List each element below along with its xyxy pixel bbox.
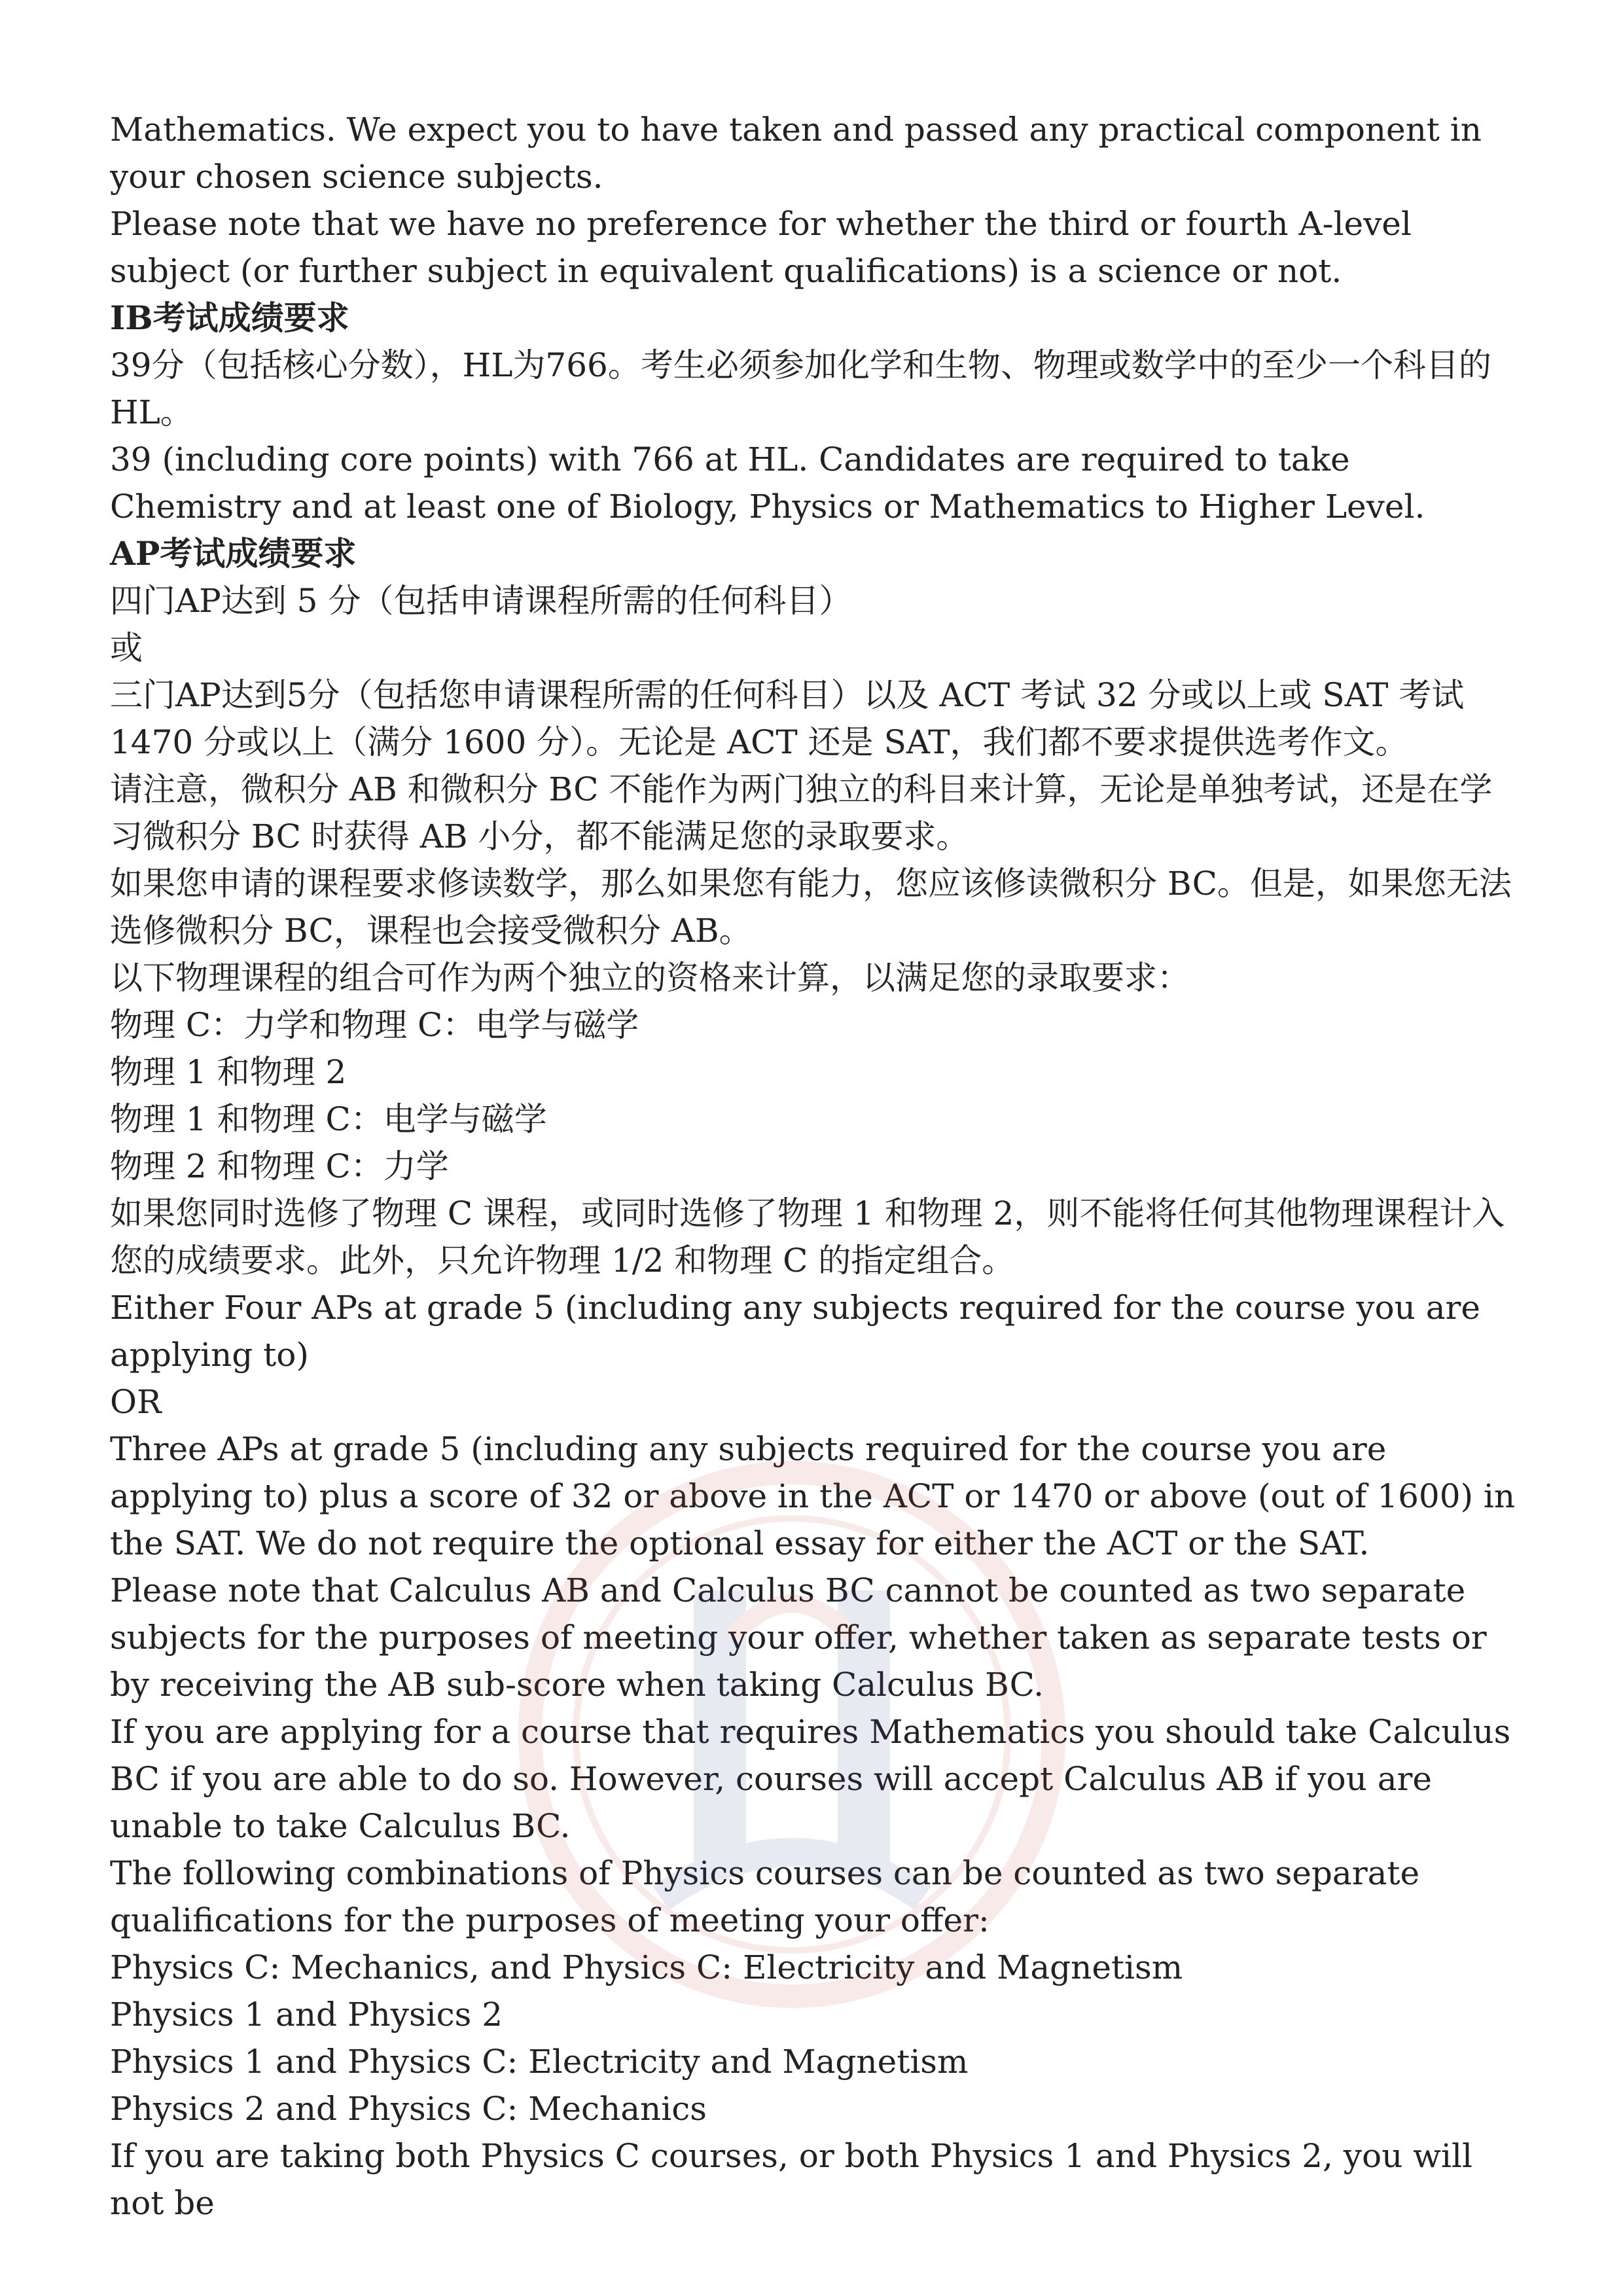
paragraph: Physics 1 and Physics C: Electricity and Magnetism [110, 2043, 969, 2081]
paragraph: Please note that we have no preference for whether the third or fourth A-level subject (or further subject in equivalent qualifications) is a science or not. [110, 205, 1412, 290]
paragraph: OR [110, 1383, 162, 1421]
paragraph: Mathematics. We expect you to have taken and passed any practical component in your chosen science subjects. [110, 111, 1482, 196]
paragraph: 物理 C：力学和物理 C：电学与磁学 [110, 1006, 639, 1044]
section-heading: AP考试成绩要求 [110, 534, 357, 573]
paragraph: Physics 2 and Physics C: Mechanics [110, 2090, 707, 2128]
paragraph: 或 [110, 629, 143, 667]
paragraph: Please note that Calculus AB and Calculus BC cannot be counted as two separate subjects for the purposes of meeting your offer, whether taken as separate tests or by receiving the AB sub-score when taking Calculus BC. [110, 1571, 1487, 1704]
document-body [110, 106, 1524, 2227]
paragraph: 四门AP达到 5 分（包括申请课程所需的任何科目） [110, 582, 852, 620]
paragraph: 物理 1 和物理 2 [110, 1053, 347, 1091]
paragraph: Three APs at grade 5 (including any subjects required for the course you are applying to) plus a score of 32 or above in the ACT or 1470 or above (out of 1600) in the SAT. We do not require the optional essay for either the ACT or the SAT. [110, 1430, 1516, 1562]
paragraph: The following combinations of Physics courses can be counted as two separate qualifications for the purposes of meeting your offer: [110, 1854, 1420, 1939]
paragraph: 物理 1 和物理 C：电学与磁学 [110, 1100, 547, 1138]
paragraph: 如果您申请的课程要求修读数学，那么如果您有能力，您应该修读微积分 BC。但是，如果您无法选修微积分 BC，课程也会接受微积分 AB。 [110, 865, 1512, 950]
paragraph: 以下物理课程的组合可作为两个独立的资格来计算，以满足您的录取要求： [110, 959, 1190, 997]
paragraph: 39 (including core points) with 766 at HL. Candidates are required to take Chemistry and at least one of Biology, Physics or Mathematics to Higher Level. [110, 440, 1425, 526]
paragraph: 物理 2 和物理 C：力学 [110, 1147, 449, 1185]
paragraph: 请注意，微积分 AB 和微积分 BC 不能作为两门独立的科目来计算，无论是单独考试，还是在学习微积分 BC 时获得 AB 小分，都不能满足您的录取要求。 [110, 770, 1493, 855]
paragraph: 39分（包括核心分数），HL为766。考生必须参加化学和生物、物理或数学中的至少一个科目的HL。 [110, 346, 1491, 431]
paragraph: Physics C: Mechanics, and Physics C: Electricity and Magnetism [110, 1948, 1183, 1986]
paragraph: 三门AP达到5分（包括您申请课程所需的任何科目）以及 ACT 考试 32 分或以上或 SAT 考试 1470 分或以上（满分 1600 分）。无论是 ACT 还是 SAT，我们都不要求提供选考作文。 [110, 676, 1465, 761]
paragraph: 如果您同时选修了物理 C 课程，或同时选修了物理 1 和物理 2，则不能将任何其他物理课程计入您的成绩要求。此外，只允许物理 1/2 和物理 C 的指定组合。 [110, 1194, 1505, 1280]
paragraph: If you are taking both Physics C courses, or both Physics 1 and Physics 2, you will not be [110, 2137, 1472, 2222]
paragraph: Either Four APs at grade 5 (including any subjects required for the course you are applying to) [110, 1289, 1481, 1374]
section-heading: IB考试成绩要求 [110, 298, 349, 337]
paragraph: Physics 1 and Physics 2 [110, 1996, 503, 2034]
paragraph: If you are applying for a course that requires Mathematics you should take Calculus BC if you are able to do so. However, courses will accept Calculus AB if you are unable to take Calculus BC. [110, 1713, 1511, 1845]
